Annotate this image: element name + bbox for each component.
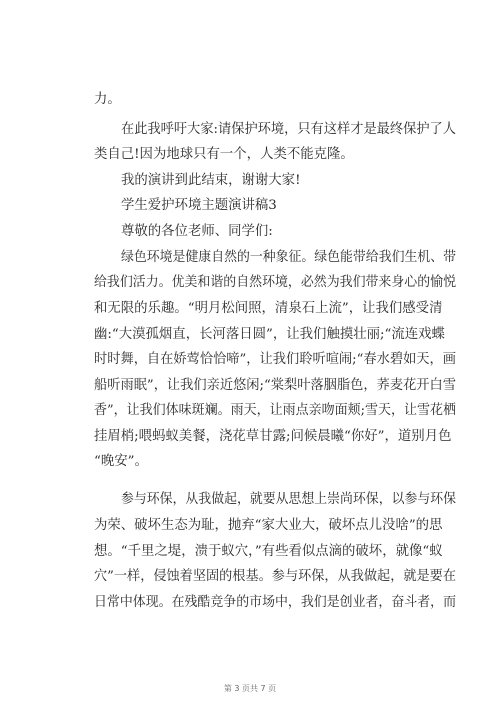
text-line-content: 类自己!因为地球只有一个，人类不能克隆。 <box>94 147 354 162</box>
text-line-content: 在此我呼吁大家:请保护环境，只有这样才是最终保护了人 <box>121 122 456 137</box>
text-line-content: 船听雨眠”，让我们亲近悠闲;“棠梨叶落胭脂色，荞麦花开白雪 <box>94 378 456 393</box>
text-line-content: 想。“千里之堤，溃于蚁穴，”有些看似点滴的破坏，就像“蚁 <box>94 544 443 559</box>
text-line-content: “晚安”。 <box>94 454 148 469</box>
page-footer <box>0 683 500 694</box>
text-line-content: 幽:“大漠孤烟直，长河落日圆”，让我们触摸壮丽;“流连戏蝶 <box>94 327 445 342</box>
text-line-content: 挂眉梢;喂蚂蚁美餐，浇花草甘露;问候晨曦“你好”，道别月色 <box>94 429 452 444</box>
text-line-content: 穴”一样，侵蚀着坚固的根基。参与环保，从我做起，就是要在 <box>94 569 456 584</box>
text-line-content: 香”，让我们体味斑斓。雨天，让雨点亲吻面颊;雪天，让雪花栖 <box>94 403 456 418</box>
text-line-content: 给我们活力。优美和谐的自然环境，必然为我们带来身心的愉悦 <box>94 275 456 290</box>
text-line-content: 绿色环境是健康自然的一种象征。绿色能带给我们生机、带 <box>121 250 456 265</box>
text-line-content: 我的演讲到此结束，谢谢大家! <box>121 173 301 188</box>
text-line-content: 为荣、破坏生态为耻，抛弃“家大业大，破坏点儿没啥”的思 <box>94 518 443 533</box>
text-line-content: 和无限的乐趣。“明月松间照，清泉石上流”，让我们感受清 <box>94 301 443 316</box>
text-line-content: 日常中体现。在残酷竞争的市场中，我们是创业者，奋斗者，而 <box>94 595 456 610</box>
text-line-content: 参与环保，从我做起，就要从思想上崇尚环保，以参与环保 <box>121 492 456 507</box>
text-line-content: 尊敬的各位老师、同学们: <box>121 224 273 239</box>
text-line-content: 力。 <box>94 92 121 107</box>
text-line-content: 学生爱护环境主题演讲稿3 <box>121 198 277 213</box>
text-line-content: 时时舞，自在娇莺恰恰啼”，让我们聆听喧闹;“春水碧如天，画 <box>94 352 456 367</box>
page-number: 第 3 页共 7 页 <box>223 684 277 693</box>
